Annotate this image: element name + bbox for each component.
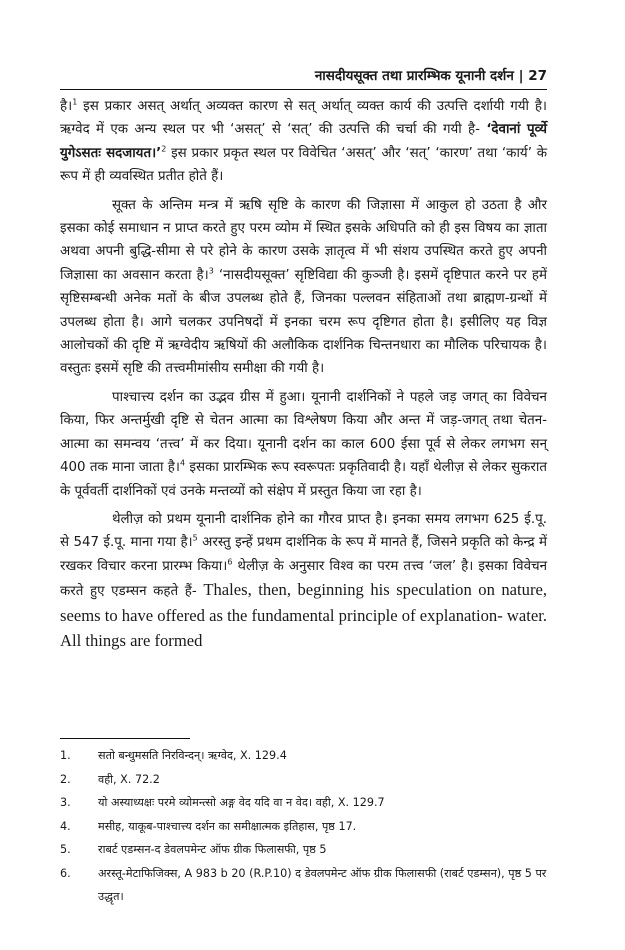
text-run: पाश्चात्त्य दर्शन का उद्भव ग्रीस में हुआ। यूनानी दार्शनिकों ने पहले जड़ जगत् का विवेचन किया, फिर अन्तर्मुखी दृष्टि से चेतन आत्मा का विश्लेषण किया और अन्त में जड़-जगत् तथा चेतन-आत्मा का समन्वय ‘तत्त्व’ में कर दिया। यूनानी दर्शन का काल 600 ईसा पूर्व से लेकर लगभग सन् 400 तक माना जाता है। [60,389,547,476]
footnote-ref: 5 [192,533,198,543]
text-run: इसका प्रारम्भिक रूप स्वरूपतः प्रकृतिवादी है। यहाँ थेलीज़ से लेकर सुकरात के पूर्ववर्ती दार्शनिकों एवं उनके मन्तव्यों को संक्षेप में प्रस्तुत किया जा रहा है। [60,460,547,499]
text-run: इस प्रकार असत् अर्थात् अव्यक्त कारण से सत् अर्थात् व्यक्त कार्य की उत्पत्ति दर्शायी गयी है। ऋग्वेद में एक अन्य स्थल पर भी ‘असत्’ से ‘सत्’ की उत्पत्ति की चर्चा की गयी है- [60,99,547,138]
footnote-ref: 3 [208,266,214,276]
footnote [60,862,547,909]
header-rule [60,89,547,90]
text-run: इस प्रकार प्रकृत स्थल पर विवेचित ‘असत्’ और ‘सत्’ ‘कारण’ तथा ‘कार्य’ के रूप में ही व्यवस्थित प्रतीत होते हैं। [60,145,547,185]
running-header [60,66,547,84]
footnote-text: यो अस्याध्यक्षः परमे व्योमन्त्सो अङ्ग वेद यदि वा न वेद। वही, X. 129.7 [98,796,385,809]
main-text [60,95,547,659]
footnote-text: वही, X. 72.2 [98,772,160,786]
text-run: ‘नासदीयसूक्त’ सृष्टिविद्या की कुञ्जी है। इसमें दृष्टिपात करने पर हमें सृष्टिसम्बन्धी अनेक मतों के बीज उपलब्ध होते हैं, जिनका पल्लवन संहिताओं तथा ब्राह्मण-ग्रन्थों में उपलब्ध होता है। आगे चलकर उपनिषदों में इनका चरम रूप दृष्टिगत होता है। इसीलिए यह विज्ञ आलोचकों की दृष्टि में ऋग्वेदीय ऋषियों की अलौकिक दार्शनिक चिन्तनधारा का मौलिक परिचायक है। वस्तुतः इसमें सृष्टि की तत्त्वमीमांसीय समीक्षा की गयी है। [60,267,547,377]
footnote [60,768,547,792]
text-run: है। [60,99,73,114]
footnote [60,838,547,862]
header-separator: | [518,68,524,84]
text-run: अरस्तु इन्हें प्रथम दार्शनिक के रूप में मानते हैं, जिसने प्रकृति को केन्द्र में रखकर विचार करना प्रारम्भ किया। [60,535,547,574]
footnote-ref: 4 [179,458,186,468]
footnote-ref: 2 [161,144,167,154]
english-quote: Thales, then, beginning his speculation on nature, seems to have offered as the fundamental principle of explanation- water. All things are formed [60,580,547,650]
footnote-text: राबर्ट एडम्सन-द डेवलपमेन्ट ऑफ ग्रीक फिलासफी, पृष्ठ 5 [98,843,327,856]
footnote [60,744,547,768]
paragraph-3 [60,386,547,503]
footnote-number: 6. [60,866,71,880]
footnote-text: अरस्तू-मेटाफिजिक्स, A 983 b 20 (R.P.10) द डेवलपमेन्ट ऑफ ग्रीक फिलासफी (राबर्ट एडम्सन), पृष्ठ 5 पर उद्धृत। [98,866,547,903]
paragraph-1 [60,95,547,189]
footnotes [60,744,547,909]
footnote [60,815,547,839]
footnote-number: 2. [60,772,71,786]
page-number: 27 [528,68,547,84]
text-run: थेलीज़ के अनुसार विश्व का परम तत्त्व ‘जल’ है। इसका विवेचन करते हुए एडम्सन कहते हैं- [60,558,548,600]
footnote-text: मसीह, याकूब-पाश्चात्त्य दर्शन का समीक्षात्मक इतिहास, पृष्ठ 17. [98,819,357,833]
footnote-number: 4. [60,819,71,833]
text-run: सूक्त के अन्तिम मन्त्र में ऋषि सृष्टि के कारण की जिज्ञासा में आकुल हो उठता है और इसका कोई समाधान न प्राप्त करते हुए परम व्योम में स्थित इसके अधिपति को ही इस विषय का ज्ञाता अथवा अपनी बुद्धि-सीमा से परे होने के कारण उसके ज्ञातृत्व में भी संशय उपस्थित करते हुए अपनी जिज्ञासा का अवसान करता है। [60,197,547,283]
rigveda-quote: ‘देवानां पूर्व्ये युगेऽसतः सदजायत।’ [60,122,547,161]
footnote [60,791,547,815]
paragraph-2 [60,194,547,381]
footnote-ref: 6 [227,557,233,567]
paragraph-4 [60,508,547,654]
footnote-number: 5. [60,843,71,856]
footnote-text: सतो बन्धुमसति निरविन्दन्। ऋग्वेद, X. 129.4 [98,749,287,762]
footnote-ref: 1 [72,97,78,107]
footnote-rule [60,738,190,739]
footnote-number: 3. [60,796,71,809]
chapter-title: नासदीयसूक्त तथा प्रारम्भिक यूनानी दर्शन [314,68,514,84]
text-run: थेलीज़ को प्रथम यूनानी दार्शनिक होने का गौरव प्राप्त है। इनका समय लगभग 625 ई.पू. से 547 ई.पू. माना गया है। [60,511,547,551]
footnote-number: 1. [60,749,71,762]
